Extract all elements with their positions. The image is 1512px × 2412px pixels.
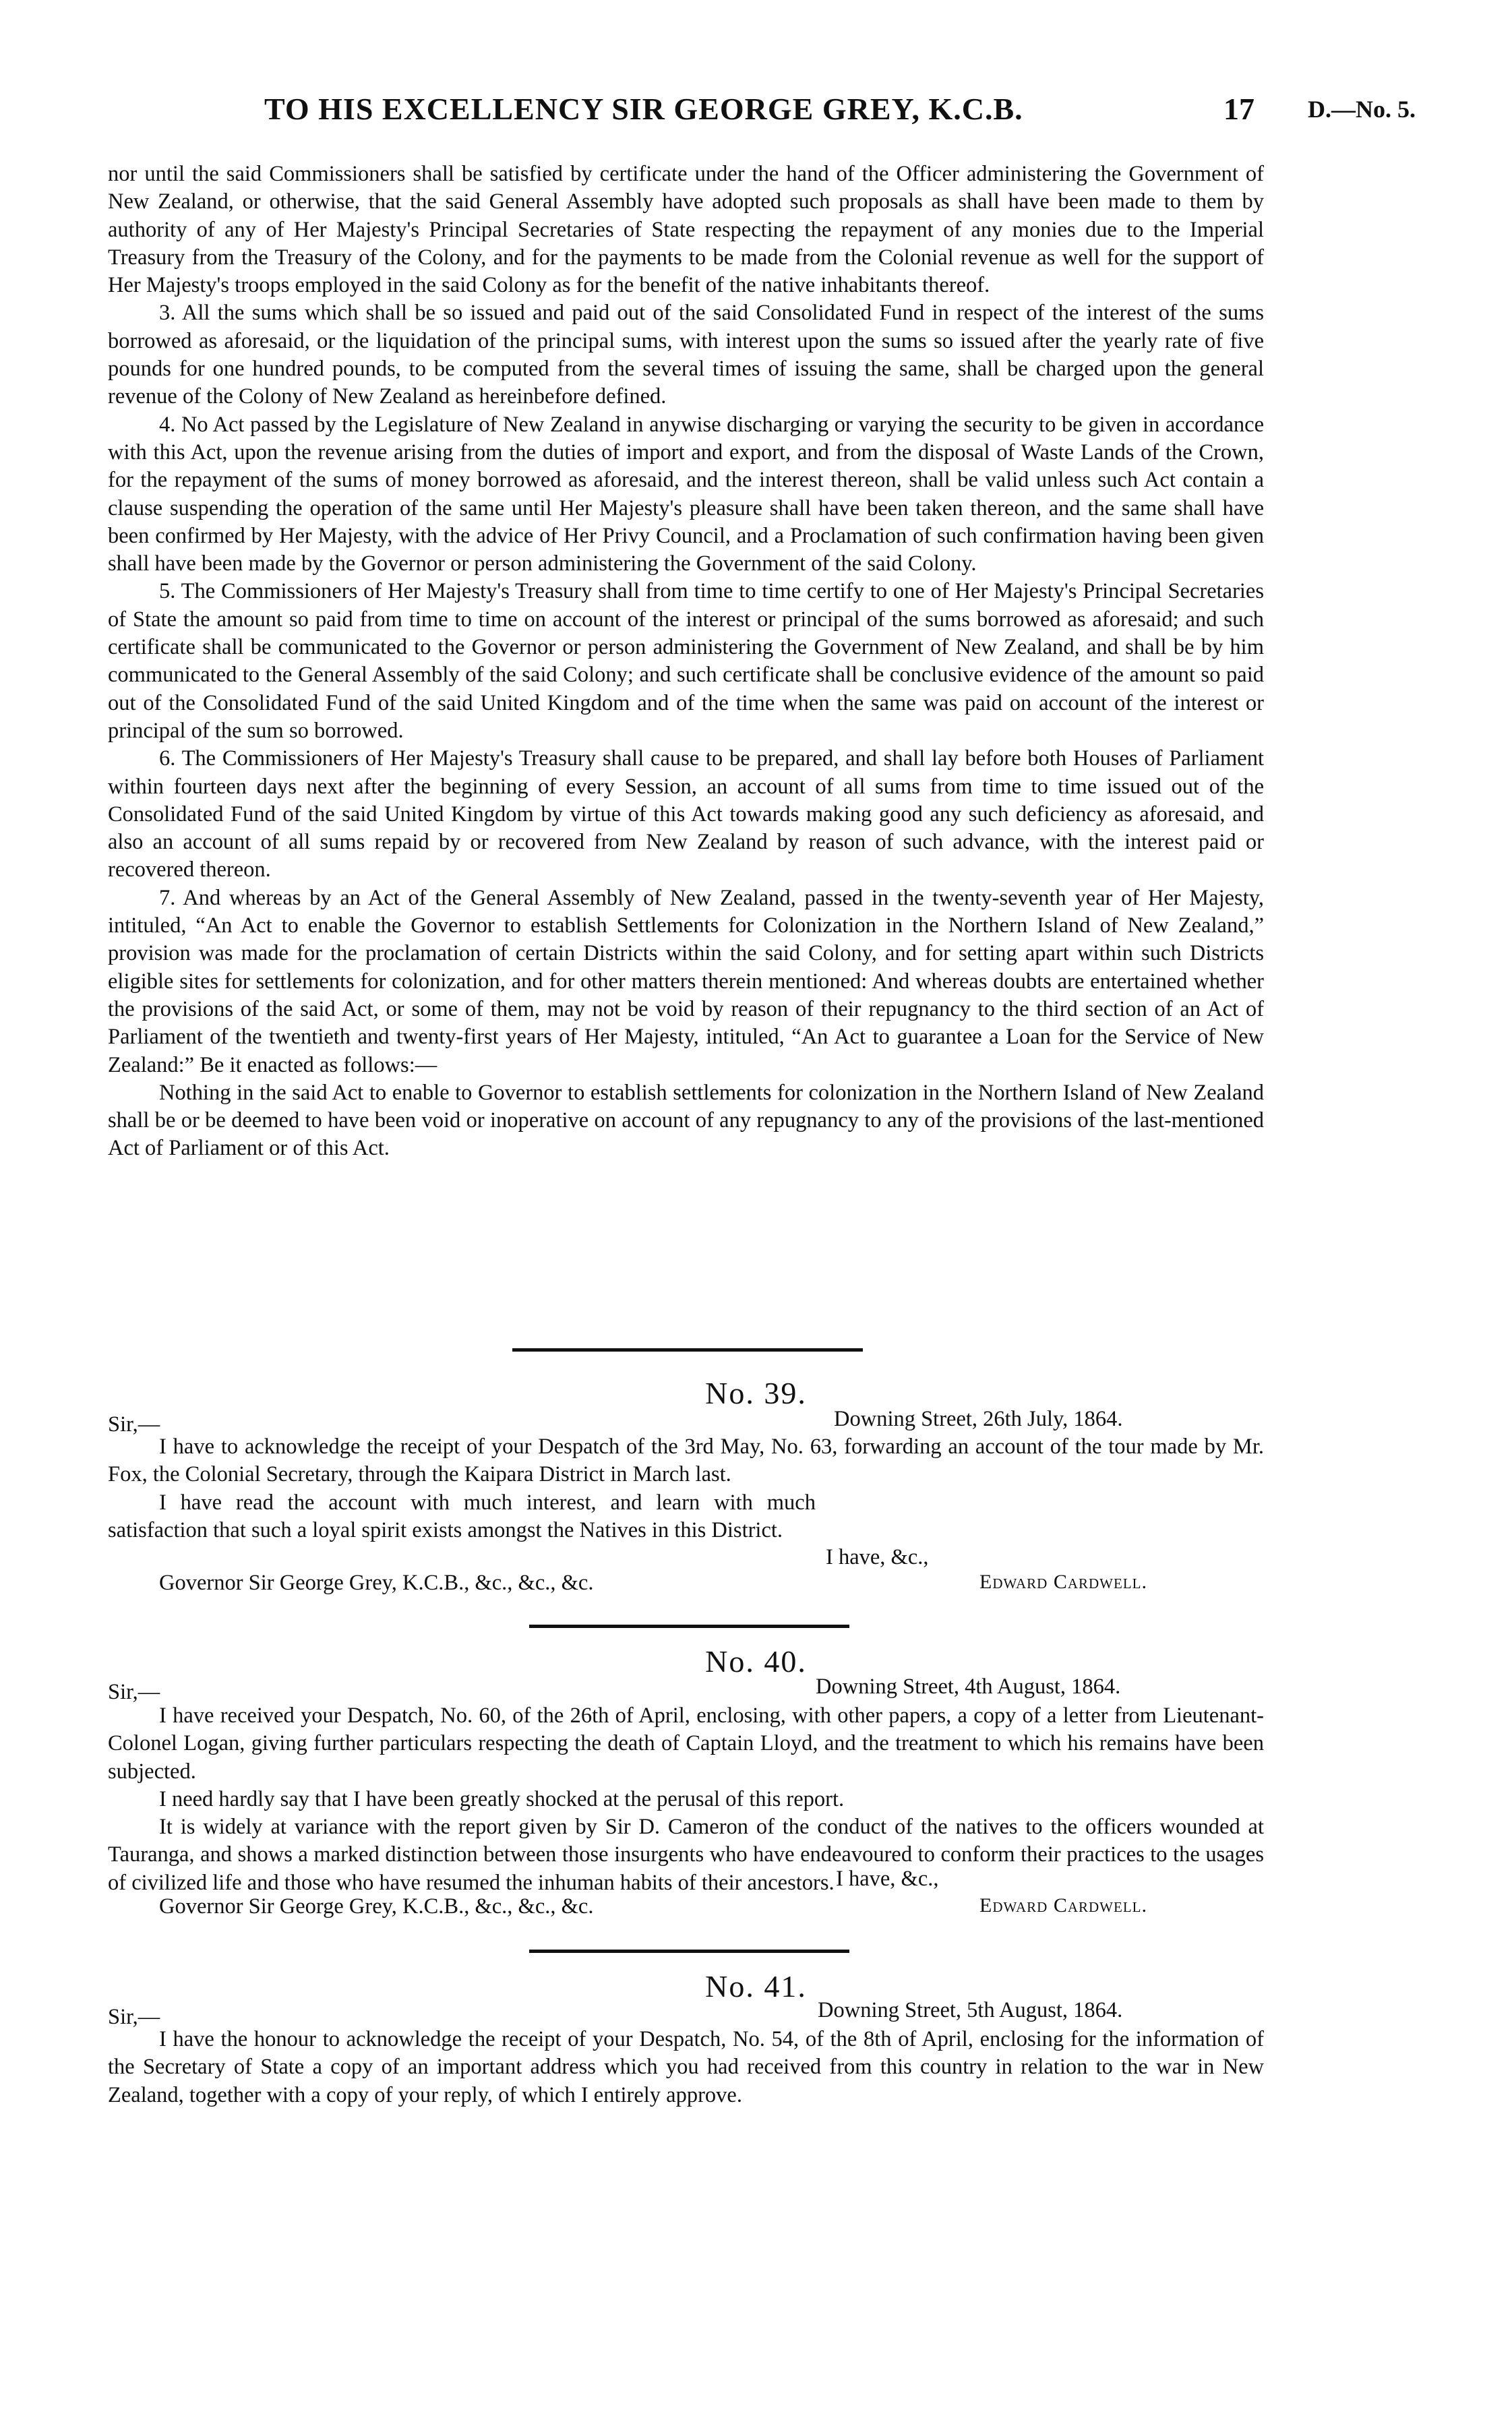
despatch-paragraph: I have the honour to acknowledge the receipt of your Despatch, No. 54, of the 8th of April, enclosing for the information of the Secretary of State a copy of an important address which you had received from this country in relation to the war in New Zealand, together with a copy of your reply, of which I entirely approve. [108, 2027, 1264, 2107]
salutation: Sir,— [108, 2005, 160, 2029]
act-section-3: 3. All the sums which shall be so issued and paid out of the said Consolidated Fund in respect of the interest of the sums borrowed as aforesaid, or the liquidation of the principal sums, with interest upon the sums so issued after the yearly rate of five pounds for one hundred pounds, to be computed from the several times of issuing the same, shall be charged upon the general revenue of the Colony of New Zealand as hereinbefore defined. [108, 301, 1264, 409]
salutation: Sir,— [108, 1680, 160, 1704]
salutation: Sir,— [108, 1412, 160, 1437]
despatch-body [108, 2026, 1264, 2109]
despatch-number: No. 39. [705, 1376, 807, 1410]
act-section-4: 4. No Act passed by the Legislature of New Zealand in anywise discharging or varying the security to be given in accordance with this Act, upon the revenue arising from the duties of import and export, and from the disposal of Waste Lands of the Crown, for the repayment of the sums of money borrowed as aforesaid, and the interest thereon, shall be valid unless such Act contain a clause suspending the operation of the same until Her Majesty's pleasure shall have been taken thereon, and the same shall have been confirmed by Her Majesty, with the advice of Her Privy Council, and a Proclamation of such confirmation having been given shall have been made by the Governor or person administering the Government of the said Colony. [108, 412, 1264, 576]
despatch-number: No. 40. [705, 1644, 807, 1679]
act-section-6: 6. The Commissioners of Her Majesty's Treasury shall cause to be prepared, and shall lay before both Houses of Parliament within fourteen days next after the beginning of every Session, an account of all sums from time to time issued out of the Consolidated Fund of the said United Kingdom by virtue of this Act towards making good any such deficiency as aforesaid, and also an account of all sums repaid by or recovered from New Zealand by reason of such advance, with the interest paid or recovered thereon. [108, 746, 1264, 882]
act-section-7: 7. And whereas by an Act of the General Assembly of New Zealand, passed in the twenty-seventh year of Her Majesty, intituled, “An Act to enable the Governor to establish Settlements for Colonization in the Northern Island of New Zealand,” provision was made for the proclamation of certain Districts within the said Colony, and for setting apart within such Districts eligible sites for settlements for colonization, and for other matters therein mentioned: And whereas doubts are entertained whether the provisions of the said Act, or some of them, may not be void by reason of their repugnancy to the third section of an Act of Parliament of the twentieth and twenty-first years of Her Majesty, intituled, “An Act to guarantee a Loan for the Service of New Zealand:” Be it enacted as follows:— [108, 885, 1264, 1077]
header-title: TO HIS EXCELLENCY SIR GEORGE GREY, K.C.B. [264, 92, 1023, 126]
place-date: Downing Street, 5th August, 1864. [818, 1998, 1123, 2022]
page-number: 17 [1223, 92, 1254, 126]
despatch-body [108, 1433, 1264, 1544]
despatch-paragraph: I need hardly say that I have been greatly shocked at the perusal of this report. [159, 1786, 845, 1811]
addressee: Governor Sir George Grey, K.C.B., &c., &c., &c. [159, 1894, 594, 1919]
despatch-number: No. 41. [705, 1969, 807, 2003]
document-reference: D.—No. 5. [1308, 96, 1416, 123]
act-continuation [108, 160, 1264, 1163]
act-paragraph: nor until the said Commissioners shall be satisfied by certificate under the hand of the Officer administering the Government of New Zealand, or otherwise, that the said General Assembly have adopted such proposals as shall have been made to them by authority of any of Her Majesty's Principal Secretaries of State respecting the repayment of any monies due to the Imperial Treasury from the Treasury of the Colony, and for the payments to be made from the Colonial revenue as well for the support of Her Majesty's troops employed in the said Colony as for the benefit of the native inhabitants thereof. [108, 162, 1264, 298]
despatch-paragraph: It is widely at variance with the report given by Sir D. Cameron of the conduct of the natives to the officers wounded at Tauranga, and shows a marked distinction between those insurgents who have endeavoured to conform their practices to the usages of civilized life and those who have resumed the inhuman habits of their ancestors. [108, 1815, 1264, 1895]
closing: I have, &c., [836, 1867, 939, 1891]
section-divider [529, 1950, 849, 1953]
despatch-paragraph: I have read the account with much interest, and learn with much satisfaction that such a loyal spirit exists amongst the Natives in this District. [108, 1490, 816, 1542]
signature: Edward Cardwell. [979, 1894, 1147, 1917]
act-enactment: Nothing in the said Act to enable to Governor to establish settlements for colonization in the Northern Island of New Zealand shall be or be deemed to have been void or inoperative on account of any repugnancy to any of the provisions of the last-mentioned Act of Parliament or of this Act. [108, 1080, 1264, 1161]
place-date: Downing Street, 4th August, 1864. [816, 1675, 1121, 1699]
despatch-paragraph: I have to acknowledge the receipt of your Despatch of the 3rd May, No. 63, forwarding an account of the tour made by Mr. Fox, the Colonial Secretary, through the Kaipara District in March last. [108, 1435, 1264, 1487]
addressee: Governor Sir George Grey, K.C.B., &c., &c., &c. [159, 1571, 594, 1595]
signature: Edward Cardwell. [979, 1571, 1147, 1593]
running-header [121, 91, 1443, 138]
section-divider [529, 1625, 849, 1628]
place-date: Downing Street, 26th July, 1864. [834, 1407, 1123, 1431]
section-divider [512, 1348, 863, 1352]
despatch-paragraph: I have received your Despatch, No. 60, of the 26th of April, enclosing, with other papers, a copy of a letter from Lieutenant-Colonel Logan, giving further particulars respecting the death of Captain Lloyd, and the treatment to which his remains have been subjected. [108, 1704, 1264, 1784]
closing: I have, &c., [826, 1545, 929, 1569]
despatch-body [108, 1702, 1264, 1897]
act-section-5: 5. The Commissioners of Her Majesty's Treasury shall from time to time certify to one of Her Majesty's Principal Secretaries of State the amount so paid from time to time on account of the interest or principal of the sums borrowed as aforesaid; and such certificate shall be communicated to the Governor or person administering the Government of New Zealand, and shall be by him communicated to the General Assembly of the said Colony; and such certificate shall be conclusive evidence of the amount so paid out of the Consolidated Fund of the said United Kingdom and of the time when the same was paid on account of the interest or principal of the sum so borrowed. [108, 579, 1264, 743]
